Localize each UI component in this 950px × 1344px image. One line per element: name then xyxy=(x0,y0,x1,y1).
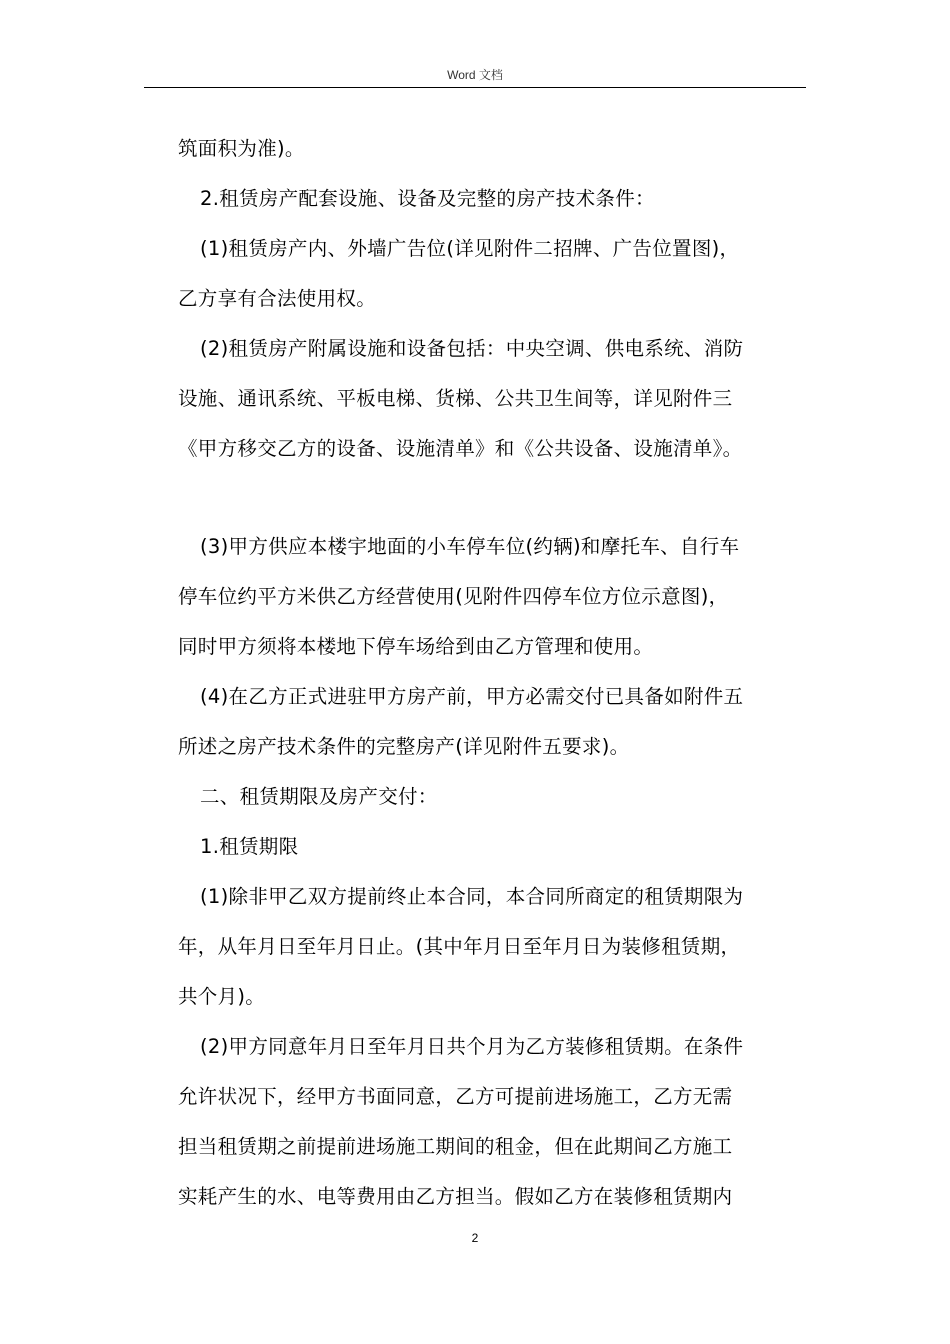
body-line: 2.租赁房产配套设施、设备及完整的房产技术条件： xyxy=(200,187,655,210)
body-line: 担当租赁期之前提前进场施工期间的租金，但在此期间乙方施工 xyxy=(178,1135,733,1158)
body-line: (1)除非甲乙双方提前终止本合同，本合同所商定的租赁期限为 xyxy=(200,885,744,908)
body-line: (4)在乙方正式进驻甲方房产前，甲方必需交付已具备如附件五 xyxy=(200,685,744,708)
body-line: 年，从年月日至年月日止。(其中年月日至年月日为装修租赁期， xyxy=(178,935,741,958)
body-line: 筑面积为准)。 xyxy=(178,137,305,160)
page-number: 2 xyxy=(471,1231,479,1245)
body-line: 同时甲方须将本楼地下停车场给到由乙方管理和使用。 xyxy=(178,635,654,658)
body-line: 所述之房产技术条件的完整房产(详见附件五要求)。 xyxy=(178,735,630,758)
body-line: 1.租赁期限 xyxy=(200,835,299,858)
body-line: 停车位约平方米供乙方经营使用(见附件四停车位方位示意图)， xyxy=(178,585,729,608)
body-line: (2)租赁房产附属设施和设备包括：中央空调、供电系统、消防 xyxy=(200,337,744,360)
body-line: 二、租赁期限及房产交付： xyxy=(200,785,438,808)
body-line: (2)甲方同意年月日至年月日共个月为乙方装修租赁期。在条件 xyxy=(200,1035,744,1058)
body-line: 《甲方移交乙方的设备、设施清单》和《公共设备、设施清单》。 xyxy=(178,437,743,460)
body-line: 实耗产生的水、电等费用由乙方担当。假如乙方在装修租赁期内 xyxy=(178,1185,733,1208)
body-line: 共个月)。 xyxy=(178,985,266,1008)
body-line: 设施、通讯系统、平板电梯、货梯、公共卫生间等，详见附件三 xyxy=(178,387,733,410)
body-line: 允许状况下，经甲方书面同意，乙方可提前进场施工，乙方无需 xyxy=(178,1085,733,1108)
page-header-title: Word 文档 xyxy=(447,68,503,82)
header-rule xyxy=(144,87,806,88)
body-line: 乙方享有合法使用权。 xyxy=(178,287,377,310)
body-line: (3)甲方供应本楼宇地面的小车停车位(约辆)和摩托车、自行车 xyxy=(200,535,740,558)
body-line: (1)租赁房产内、外墙广告位(详见附件二招牌、广告位置图)， xyxy=(200,237,740,260)
